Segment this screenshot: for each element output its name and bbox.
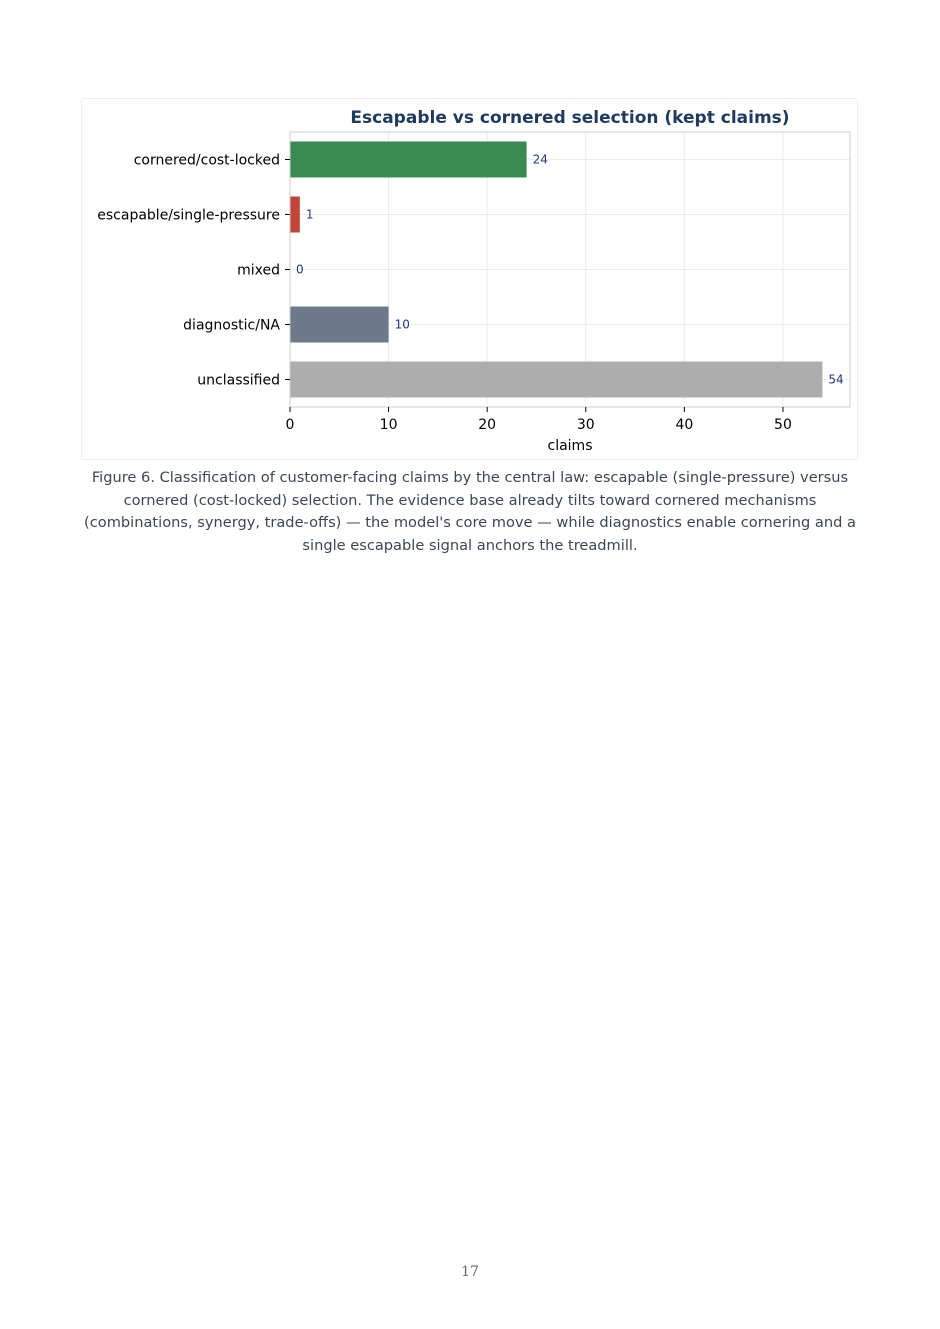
x-axis-label: claims [547, 438, 593, 454]
x-axis-ticks [286, 407, 792, 433]
value-label-1: 1 [305, 207, 314, 222]
x-tick-label-4: 40 [675, 417, 694, 433]
value-label-0: 24 [532, 152, 548, 167]
y-axis-ticks [97, 153, 290, 389]
value-label-2: 0 [296, 262, 304, 277]
y-tick-label-3: diagnostic/NA [183, 317, 280, 334]
bar-1 [290, 197, 300, 233]
x-tick-label-1: 10 [379, 417, 398, 433]
chart-title: Escapable vs cornered selection (kept claims) [350, 108, 790, 128]
figure-caption: Figure 6. Classification of customer-facing claims by the central law: escapable (single-pressure) versus cornered (cost-locked) selection. The evidence base already tilts toward cornered mechanisms (combinations, synergy, trade-offs) — the model's core move — while diagnostics enable cornering and a single escapable signal anchors the treadmill. [84, 469, 856, 554]
y-tick-label-4: unclassified [197, 372, 280, 389]
x-tick-label-5: 50 [774, 417, 792, 433]
value-label-4: 54 [828, 372, 844, 387]
x-tick-label-0: 0 [285, 417, 295, 433]
bar-0 [290, 142, 527, 178]
bar-chart [82, 99, 859, 461]
value-label-3: 10 [394, 317, 410, 332]
bar-4 [290, 362, 822, 398]
bar-3 [290, 307, 389, 343]
y-tick-label-1: escapable/single-pressure [97, 207, 280, 224]
y-tick-label-2: mixed [237, 262, 280, 279]
y-tick-label-0: cornered/cost-locked [133, 152, 280, 169]
x-tick-label-3: 30 [576, 417, 595, 433]
page-number: 17 [461, 1264, 479, 1280]
figure-frame [81, 98, 858, 460]
x-tick-label-2: 20 [478, 417, 497, 433]
